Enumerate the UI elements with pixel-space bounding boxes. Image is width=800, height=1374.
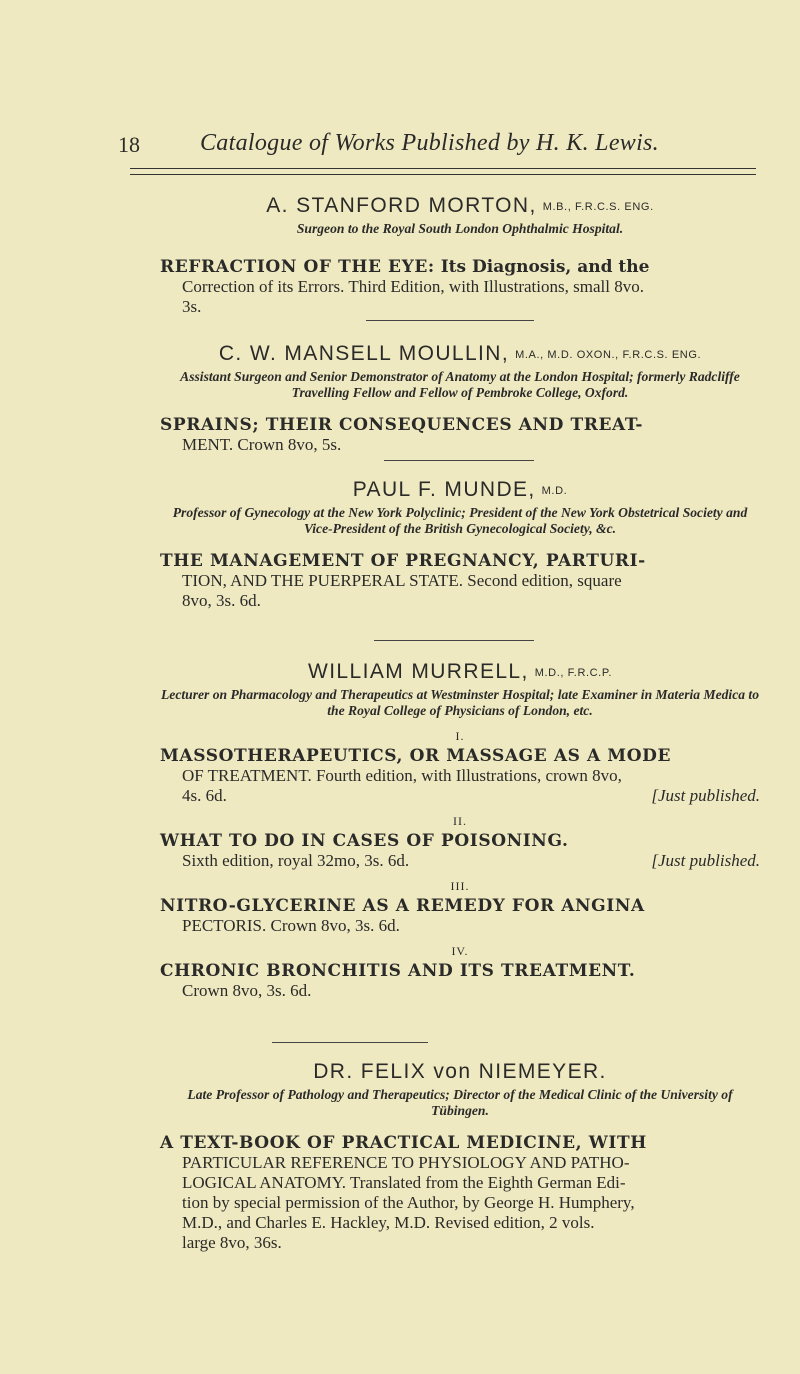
author-name: WILLIAM MURRELL,: [307, 660, 529, 683]
work-numeral: II.: [453, 814, 467, 828]
author-name: PAUL F. MUNDE,: [352, 478, 536, 501]
work-subtitle: Its Diagnosis, and the: [434, 257, 650, 277]
work-entry: [160, 257, 760, 317]
author-qualifications: M.B., F.R.C.S. ENG.: [542, 201, 654, 213]
header-rule: [130, 168, 756, 175]
author-qualifications: M.D.: [541, 485, 568, 497]
author-name: DR. FELIX von NIEMEYER.: [313, 1060, 607, 1083]
work-price: 4s. 6d.: [182, 786, 227, 805]
work-entry: [160, 896, 760, 936]
work-title: WHAT TO DO IN CASES OF POISONING.: [160, 831, 569, 851]
author-credentials: Late Professor of Pathology and Therapeutics; Director of the Medical Clinic of the University of Tübingen.: [187, 1087, 733, 1118]
publication-status: [Just published.: [651, 786, 760, 805]
work-entry: [160, 1133, 760, 1253]
page-title: Catalogue of Works Published by H. K. Lewis.: [200, 130, 659, 156]
work-title: THE MANAGEMENT OF PREGNANCY, PARTURI-: [160, 551, 646, 571]
page-number: 18: [118, 132, 140, 157]
section-divider: [272, 1042, 428, 1043]
work-price-line: [160, 851, 760, 871]
work-title: CHRONIC BRONCHITIS AND ITS TREATMENT.: [160, 961, 636, 981]
work-price: 8vo, 3s. 6d.: [182, 591, 261, 610]
work-entry: [160, 746, 760, 806]
author-qualifications: M.D., F.R.C.P.: [534, 667, 613, 679]
section-divider: [384, 460, 534, 461]
work-description-line: TION, AND THE PUERPERAL STATE. Second edition, square: [182, 571, 622, 590]
entry-stanford-morton: [160, 194, 760, 317]
work-numeral: III.: [450, 879, 470, 893]
entry-mansell-moullin: [160, 342, 760, 455]
author-qualifications: M.A., M.D. OXON., F.R.C.S. ENG.: [515, 349, 702, 361]
work-entry: [160, 831, 760, 871]
work-price: 3s.: [182, 297, 202, 316]
entry-paul-munde: [160, 478, 760, 611]
work-title: SPRAINS; THEIR CONSEQUENCES AND TREAT-: [160, 415, 644, 435]
author-heading: [160, 660, 760, 684]
work-description-line: Sixth edition, royal 32mo, 3s. 6d.: [182, 851, 410, 870]
work-price: large 8vo, 36s.: [182, 1233, 282, 1252]
work-title: REFRACTION OF THE EYE:: [160, 257, 435, 277]
work-description-line: Crown 8vo, 3s. 6d.: [182, 981, 312, 1000]
work-description-line: tion by special permission of the Author, by George H. Humphery,: [182, 1193, 635, 1212]
author-name: C. W. MANSELL MOULLIN,: [218, 342, 510, 365]
work-entry: [160, 551, 760, 611]
work-title: A TEXT-BOOK OF PRACTICAL MEDICINE, WITH: [160, 1133, 647, 1153]
section-divider: [366, 320, 534, 321]
work-price-line: [160, 786, 760, 806]
author-credentials: Assistant Surgeon and Senior Demonstrator of Anatomy at the London Hospital; formerly Radcliffe Travelling Fellow and Fellow of Pembroke College, Oxford.: [180, 369, 740, 400]
work-description-line: OF TREATMENT. Fourth edition, with Illustrations, crown 8vo,: [182, 766, 622, 785]
section-divider: [374, 640, 534, 641]
running-head: [118, 124, 758, 164]
author-heading: [160, 194, 760, 218]
work-numeral: IV.: [451, 944, 469, 958]
publication-status: [Just published.: [651, 851, 760, 870]
work-entry: [160, 415, 760, 455]
work-entry: [160, 961, 760, 1001]
author-heading: [160, 1060, 760, 1084]
author-credentials: Professor of Gynecology at the New York Polyclinic; President of the New York Obstetrical Society and Vice-President of the British Gynecological Society, &c.: [172, 505, 748, 536]
work-description-line: PECTORIS. Crown 8vo, 3s. 6d.: [182, 916, 400, 935]
author-heading: [160, 478, 760, 502]
work-title: MASSOTHERAPEUTICS, OR MASSAGE AS A MODE: [160, 746, 672, 766]
author-credentials: Surgeon to the Royal South London Ophthalmic Hospital.: [296, 221, 624, 236]
work-description-line: MENT. Crown 8vo, 5s.: [182, 435, 342, 454]
work-description-line: LOGICAL ANATOMY. Translated from the Eighth German Edi-: [182, 1173, 626, 1192]
work-title: NITRO-GLYCERINE AS A REMEDY FOR ANGINA: [160, 896, 645, 916]
work-description-line: M.D., and Charles E. Hackley, M.D. Revised edition, 2 vols.: [182, 1213, 595, 1232]
author-name: A. STANFORD MORTON,: [266, 194, 537, 217]
author-credentials: Lecturer on Pharmacology and Therapeutics at Westminster Hospital; late Examiner in Materia Medica to the Royal College of Physicians of London, etc.: [160, 687, 759, 718]
work-description-line: Correction of its Errors. Third Edition, with Illustrations, small 8vo.: [182, 277, 644, 296]
entry-william-murrell: [160, 660, 760, 1001]
author-heading: [160, 342, 760, 366]
work-description-line: PARTICULAR REFERENCE TO PHYSIOLOGY AND PATHO-: [182, 1153, 630, 1172]
work-numeral: I.: [455, 729, 465, 743]
entry-felix-niemeyer: [160, 1060, 760, 1253]
